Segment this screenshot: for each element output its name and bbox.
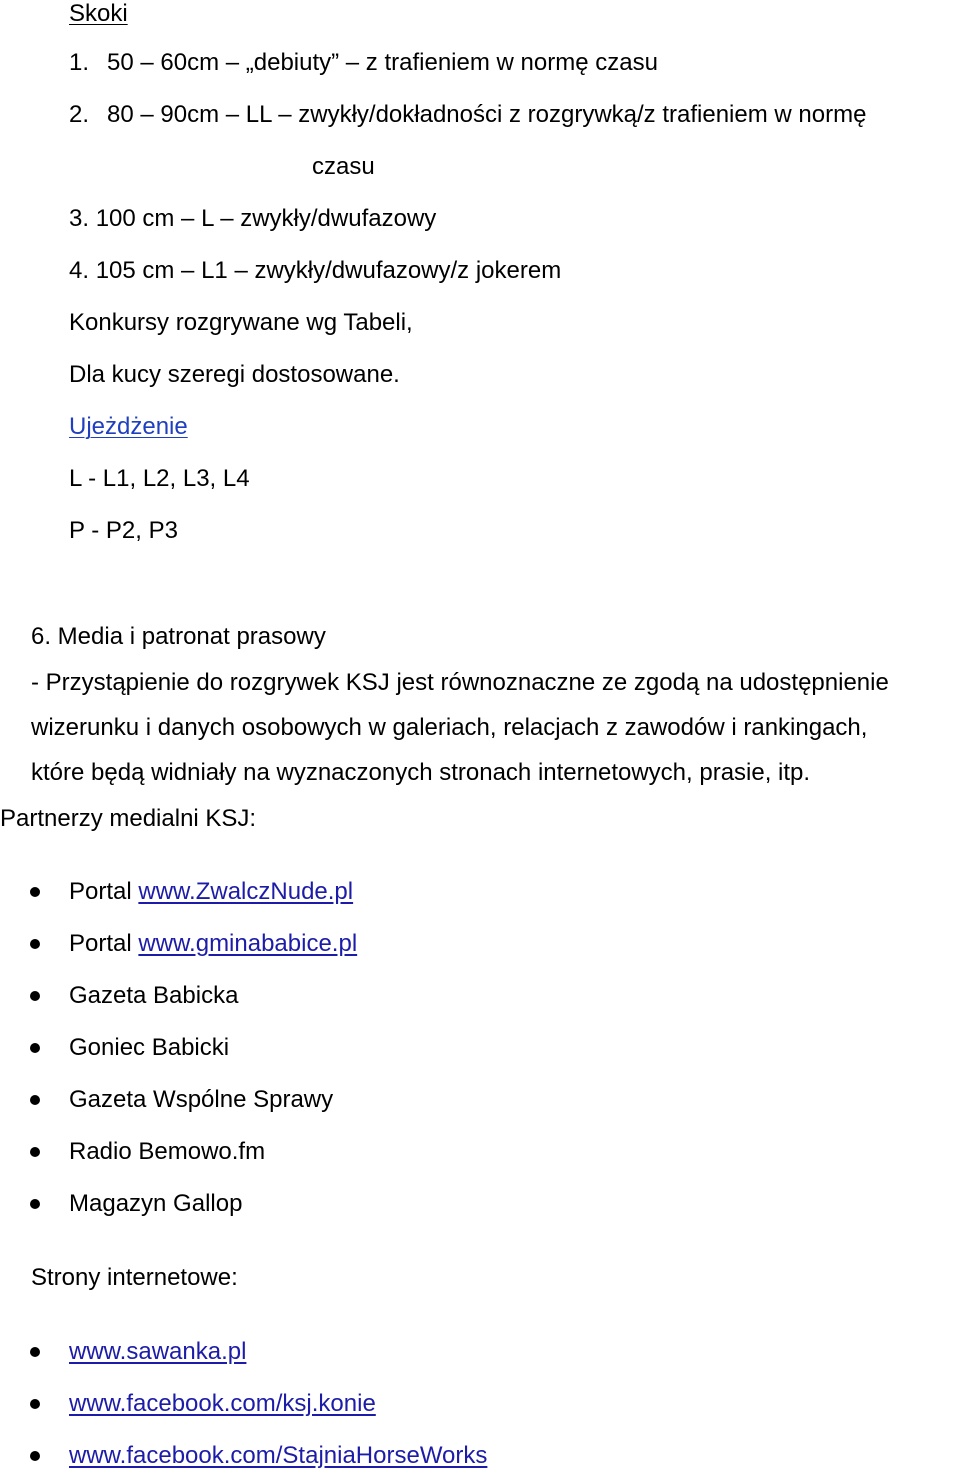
ujezdzenie-level-p: P - P2, P3 xyxy=(69,517,178,544)
skoki-heading: Skoki xyxy=(69,0,128,27)
partner-label: Gazeta Babicka xyxy=(69,982,239,1009)
bullet-icon xyxy=(30,1399,40,1409)
partner-label: Magazyn Gallop xyxy=(69,1190,243,1217)
skoki-item-1 xyxy=(69,49,658,77)
partner-label: Portal xyxy=(69,930,139,957)
skoki-note-kucy: Dla kucy szeregi dostosowane. xyxy=(69,361,400,388)
skoki-item-2 xyxy=(69,101,866,129)
bullet-icon xyxy=(30,939,40,949)
skoki-item-text: 80 – 90cm – LL – zwykły/dokładności z rozgrywką/z trafieniem w normę xyxy=(107,101,867,128)
bullet-icon xyxy=(30,1095,40,1105)
ujezdzenie-level-l: L - L1, L2, L3, L4 xyxy=(69,465,250,492)
media-paragraph-line-3: które będą widniały na wyznaczonych stronach internetowych, prasie, itp. xyxy=(31,759,811,786)
partner-label: Radio Bemowo.fm xyxy=(69,1138,266,1165)
skoki-item-3 xyxy=(69,205,436,233)
website-link-sawanka[interactable]: www.sawanka.pl xyxy=(69,1338,247,1365)
skoki-item-4 xyxy=(69,257,561,285)
websites-heading: Strony internetowe: xyxy=(31,1264,238,1291)
partner-label: Gazeta Wspólne Sprawy xyxy=(69,1086,334,1113)
skoki-item-text: 100 cm – L – zwykły/dwufazowy xyxy=(95,205,437,232)
skoki-note-table: Konkursy rozgrywane wg Tabeli, xyxy=(69,309,413,336)
media-heading: 6. Media i patronat prasowy xyxy=(31,623,326,650)
skoki-item-number: 3. xyxy=(69,205,90,232)
media-paragraph-line-2: wizerunku i danych osobowych w galeriach, relacjach z zawodów i rankingach, xyxy=(31,714,868,741)
website-link-facebook-ksj[interactable]: www.facebook.com/ksj.konie xyxy=(69,1390,376,1417)
bullet-icon xyxy=(30,991,40,1001)
partner-link[interactable]: www.gminababice.pl xyxy=(138,930,358,957)
bullet-icon xyxy=(30,1451,40,1461)
skoki-item-text: 105 cm – L1 – zwykły/dwufazowy/z jokerem xyxy=(95,257,562,284)
bullet-icon xyxy=(30,1147,40,1157)
ujezdzenie-heading: Ujeżdżenie xyxy=(69,413,188,440)
website-link-facebook-stajnia[interactable]: www.facebook.com/StajniaHorseWorks xyxy=(69,1442,488,1469)
media-paragraph-line-1: - Przystąpienie do rozgrywek KSJ jest równoznaczne ze zgodą na udostępnienie xyxy=(31,669,889,696)
partners-heading: Partnerzy medialni KSJ: xyxy=(0,805,257,832)
bullet-icon xyxy=(30,1043,40,1053)
bullet-icon xyxy=(30,1199,40,1209)
partner-link[interactable]: www.ZwalczNude.pl xyxy=(138,878,354,905)
partner-label: Goniec Babicki xyxy=(69,1034,230,1061)
skoki-item-text: 50 – 60cm – „debiuty” – z trafieniem w normę czasu xyxy=(107,49,658,76)
bullet-icon xyxy=(30,887,40,897)
partner-label: Portal xyxy=(69,878,139,905)
skoki-item-number: 4. xyxy=(69,257,90,284)
bullet-icon xyxy=(30,1347,40,1357)
skoki-item-number: 1. xyxy=(69,49,90,76)
skoki-item-number: 2. xyxy=(69,101,90,128)
skoki-item-2-continuation: czasu xyxy=(312,153,375,180)
